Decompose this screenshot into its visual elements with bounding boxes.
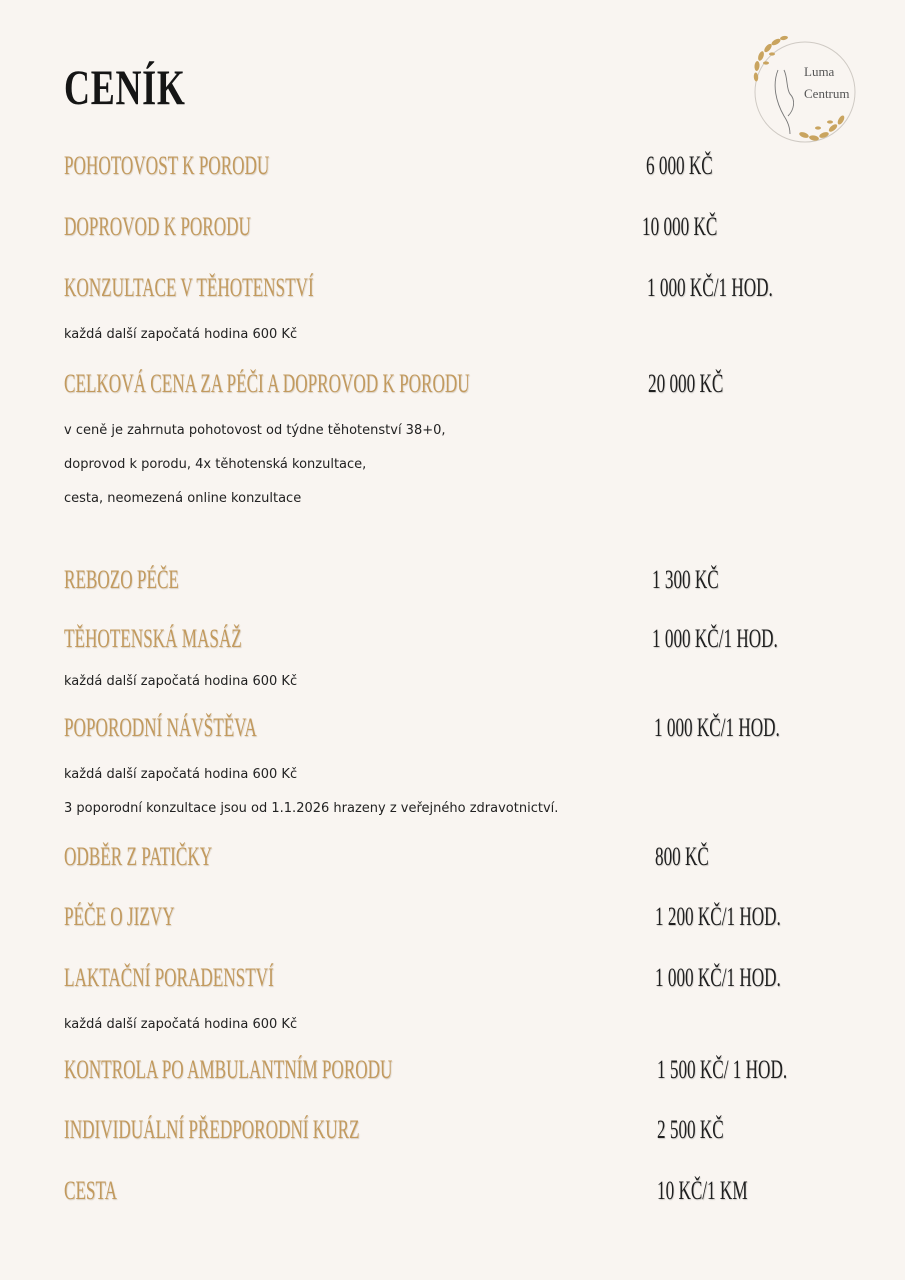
luma-centrum-logo [746,30,864,154]
note-celkova-1: v ceně je zahrnuta pohotovost od týdne těhotenství 38+0, [64,423,446,438]
service-kontrola: KONTROLA PO AMBULANTNÍM PORODU [64,1055,393,1084]
note-celkova-2: doprovod k porodu, 4x těhotenská konzultace, [64,457,367,472]
service-kurz: INDIVIDUÁLNÍ PŘEDPORODNÍ KURZ [64,1115,360,1144]
note-konzultace: každá další započatá hodina 600 Kč [64,327,298,342]
svg-text:Centrum: Centrum [804,86,850,101]
svg-text:Luma: Luma [804,64,835,79]
price-pohotovost: 6 000 KČ [646,151,713,180]
price-odber: 800 KČ [655,842,709,871]
price-konzultace: 1 000 KČ/1 HOD. [647,273,773,302]
logo-wreath-icon [746,30,864,154]
price-cesta: 10 KČ/1 KM [657,1176,748,1205]
service-laktacni: LAKTAČNÍ PORADENSTVÍ [64,963,274,992]
service-poporodni: POPORODNÍ NÁVŠTĚVA [64,713,257,742]
price-laktacni: 1 000 KČ/1 HOD. [655,963,781,992]
price-kurz: 2 500 KČ [657,1115,724,1144]
note-masaz: každá další započatá hodina 600 Kč [64,674,298,689]
price-poporodni: 1 000 KČ/1 HOD. [654,713,780,742]
note-celkova-3: cesta, neomezená online konzultace [64,491,302,506]
service-masaz: TĚHOTENSKÁ MASÁŽ [64,624,242,653]
note-laktacni: každá další započatá hodina 600 Kč [64,1017,298,1032]
price-rebozo: 1 300 KČ [652,565,719,594]
price-doprovod: 10 000 KČ [642,212,718,241]
service-cesta: CESTA [64,1176,117,1205]
service-jizvy: PÉČE O JIZVY [64,902,175,931]
service-odber: ODBĚR Z PATIČKY [64,842,213,871]
service-pohotovost: POHOTOVOST K PORODU [64,151,270,180]
price-celkova-cena: 20 000 KČ [648,369,724,398]
price-masaz: 1 000 KČ/1 HOD. [652,624,778,653]
price-jizvy: 1 200 KČ/1 HOD. [655,902,781,931]
price-kontrola: 1 500 KČ/ 1 HOD. [657,1055,788,1084]
service-konzultace: KONZULTACE V TĚHOTENSTVÍ [64,273,314,302]
service-rebozo: REBOZO PÉČE [64,565,179,594]
note-poporodni-1: každá další započatá hodina 600 Kč [64,767,298,782]
service-doprovod: DOPROVOD K PORODU [64,212,251,241]
service-celkova-cena: CELKOVÁ CENA ZA PÉČI A DOPROVOD K PORODU [64,369,470,398]
page-title: CENÍK [64,59,186,115]
note-poporodni-2: 3 poporodní konzultace jsou od 1.1.2026 hrazeny z veřejného zdravotnictví. [64,801,559,816]
